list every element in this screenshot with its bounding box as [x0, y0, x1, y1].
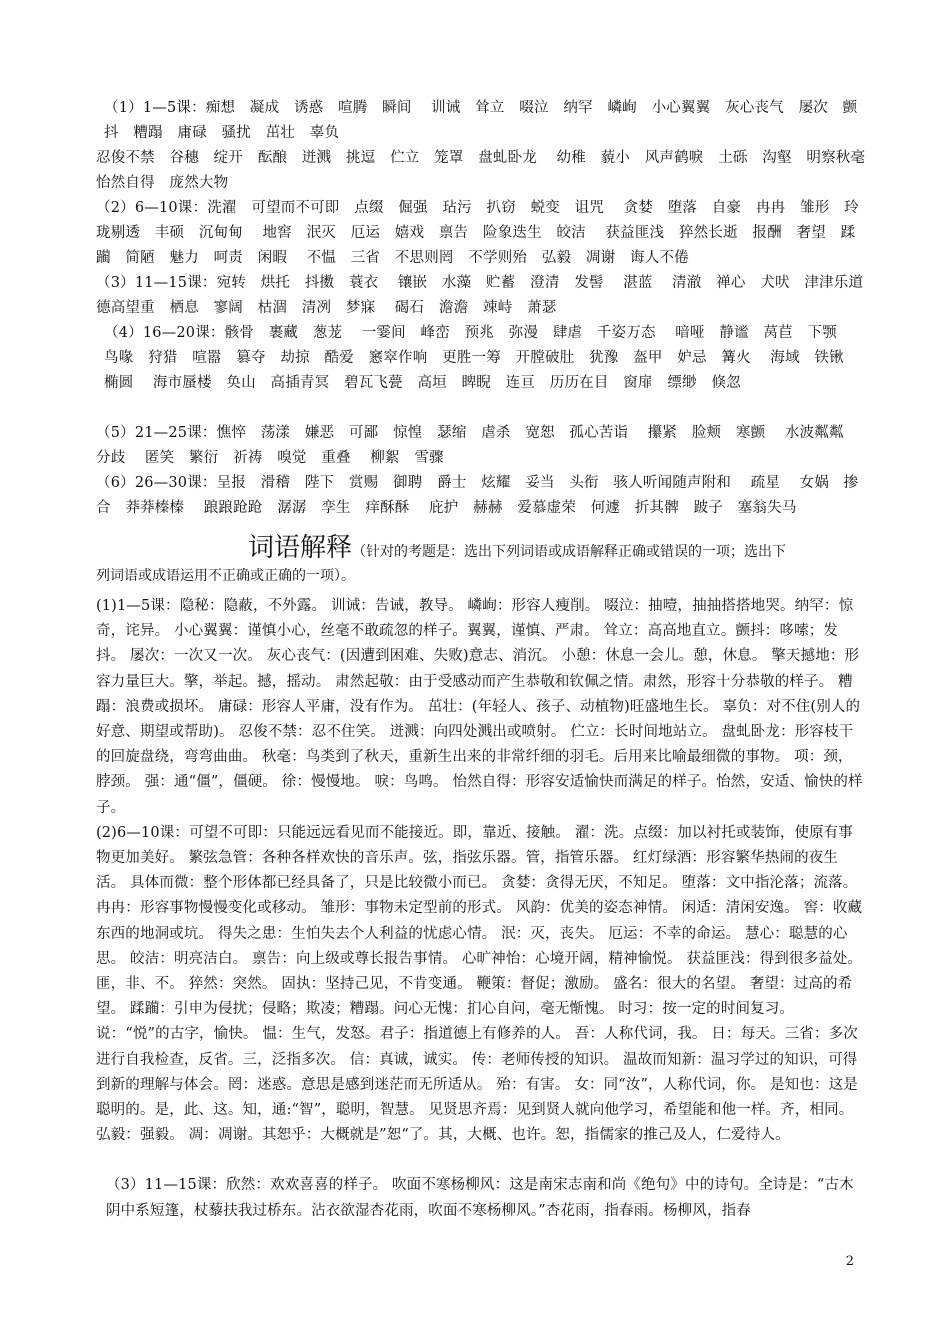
explanations: [96, 594, 866, 1224]
vocab-group-1: （1）1—5课：痴想 凝成 诱惑 喧腾 瞬间 训诫 耸立 啜泣 纳罕 嶙峋 小心翼翼 灰心丧气 屡次 颤抖 糟蹋 庸碌 骚扰 茁壮 辜负: [104, 100, 858, 141]
section-note: （针对的考题是：选出下列词语或成语解释正确或错误的一项；选出下: [352, 544, 787, 560]
explanation-group-1: (1)1—5课：隐秘：隐蔽，不外露。 训诫：告诫，教导。 嶙峋：形容人瘦削。 啜泣：抽噎，抽抽搭搭地哭。纳罕：惊奇，诧异。 小心翼翼：谨慎小心，丝毫不敢疏忽的样子。翼翼，谨慎、严肃。 耸立：高高地直立。颤抖：哆嗦；发抖。 屡次：一次又一次。 灰心丧气：(因遭到困难、失败)意志、消沉。 小憩：休息一会儿。憩，休息。 擎天撼地：形容力量巨大。擎，举起。撼，摇动。 肃然起敬：由于受感动而产生恭敬和钦佩之情。肃然，形容十分恭敬的样子。 糟蹋：浪费或损坏。 庸碌：形容人平庸，没有作为。 茁壮：(年轻人、孩子、动植物)旺盛地生长。 辜负：对不住(别人的好意、期望或帮助)。 忍俊不禁：忍不住笑。 迸溅：向四处溅出或喷射。 伫立：长时间地站立。 盘虬卧龙：形容枝干的回旋盘绕，弯弯曲曲。 秋毫：鸟类到了秋天，重新生出来的非常纤细的羽毛。后用来比喻最细微的事物。 项：颈，脖颈。 强：通“僵”，僵硬。 徐：慢慢地。 唳：鸟鸣。 怡然自得：形容安适愉快而满足的样子。怡然，安适、愉快的样子。: [96, 598, 863, 816]
section-title: 词语解释: [248, 533, 353, 563]
vocab-group-3: （3）11—15课：宛转 烘托 抖擞 蓑衣 镶嵌 水藻 贮蓄 澄清 发髻 湛蓝 清澈 禅心 犬吠 津津乐道 德高望重 栖息 寥阔 枯涸 清冽 梦寐 碣石 澹澹 竦峙 萧瑟: [96, 275, 878, 316]
vocab-group-2: （2）6—10课：洗濯 可望而不可即 点缀 倔强 玷污 扒窃 蜕变 诅咒 贪婪 堕落 自豪 冉冉 雏形 玲珑剔透 丰硕 沉甸甸 地窖 泯灭 厄运 嬉戏 禀告 险象迭生 皎洁 获益匪浅 猝然长逝 报酬 奢望 蹂躏 简陋 魅力 呵责 闲暇 不愠 三省 不思则罔 不学则殆 弘毅 凋谢 诲人不倦: [96, 200, 859, 266]
vocab-group-5: （5）21—25课：憔悴 荡漾 嫌恶 可鄙 惊惶 瑟缩 虐杀 宽恕 孤心苦诣 攥紧 脸颊 寒颤 水波粼粼 分歧 匿笑 繁衍 祈祷 嗅觉 重叠 柳絮 雪骤: [96, 425, 859, 466]
section-note-cont: 列词语或成语运用不正确或正确的一项）。: [96, 568, 355, 584]
explanation-group-2: (2)6—10课：可望不可即：只能远远看见而不能接近。即，靠近、接触。 濯：洗。点缀：加以衬托或装饰，使原有事物更加美好。 繁弦急管：各种各样欢快的音乐声。弦，指弦乐器。管，指管乐器。 红灯绿酒：形容繁华热闹的夜生活。 具体而微：整个形体都已经具备了，只是比较微小而已。 贪婪：贪得无厌，不知足。 堕落：文中指沦落；流落。冉冉：形容事物慢慢变化或移动。 雏形：事物未定型前的形式。 风韵：优美的姿态神情。 闲适：清闲安逸。 窖：收藏东西的地洞或坑。 得失之患：生怕失去个人利益的忧虑心情。 泯：灭，丧失。 厄运：不幸的命运。 慧心：聪慧的心思。 皎洁：明亮洁白。 禀告：向上级或尊长报告事情。 心旷神怡：心境开阔，精神愉悦。 获益匪浅：得到很多益处。匪，非、不。 猝然：突然。 固执：坚持己见，不肯变通。 鞭策：督促；激励。 盛名：很大的名望。 奢望：过高的希望。 蹂躏：引申为侵扰；侵略；欺凌；糟蹋。问心无愧：扪心自问，毫无惭愧。 时习：按一定的时间复习。 说：“悦”的古字，愉快。 愠：生气，发怒。君子：指道德上有修养的人。 吾：人称代词，我。 日：每天。三省：多次进行自我检查，反省。三，泛指多次。 信：真诚，诚实。 传：老师传授的知识。 温故而知新：温习学过的知识，可得到新的理解与体会。罔：迷惑。意思是感到迷茫而无所适从。 殆：有害。 女：同“汝”，人称代词，你。 是知也：这是聪明的。是，此、这。知，通:“智”，聪明，智慧。 见贤思齐焉：见到贤人就向他学习，希望能和他一样。齐，相同。 弘毅：强毅。 凋：凋谢。其恕乎：大概就是”恕“了。其，大概、也许。恕，指儒家的推己及人，仁爱待人。: [96, 824, 863, 1144]
page-number: 2: [845, 1254, 854, 1269]
vocab-group-1-cont: 忍俊不禁 谷穗 绽开 酝酿 迸溅 挑逗 伫立 笼罩 盘虬卧龙 幼稚 藐小 风声鹤唳 土砾 沟壑 明察秋毫 怡然自得 庞然大物: [96, 150, 880, 191]
vocabulary-list: [96, 96, 880, 521]
vocab-group-6: （6）26—30课：呈报 滑稽 陛下 赏赐 御聘 爵士 炫耀 妥当 头衔 骇人听闻随声附和 疏星 女娲 掺合 莽莽榛榛 踉踉跄跄 潺潺 孪生 痒酥酥 庇护 赫赫 爱慕虚荣 何遽 折其髀 跛子 塞翁失马: [96, 475, 859, 516]
explanation-group-3: （3）11—15课：欣然：欢欢喜喜的样子。 吹面不寒杨柳风：这是南宋志南和尚《绝句》中的诗句。全诗是：“古木阴中系短篷，杖藜扶我过桥东。沾衣欲湿杏花雨，吹面不寒杨柳风。”杏花雨，指春雨。杨柳风，指春: [106, 1177, 854, 1219]
section-heading: [96, 533, 866, 588]
vocab-group-4: （4）16—20课：骸骨 裹藏 葱茏 一霎间 峰峦 预兆 弥漫 肆虐 千姿万态 喑哑 静谧 莴苣 下颚 鸟喙 狩猎 喧嚣 篡夺 劫掠 酷爱 窸窣作响 更胜一筹 开膛破肚 犹豫 盔甲 妒忌 篝火 海域 铁锹 椭圆 海市蜃楼 奂山 高插青冥 碧瓦飞甍 高垣 睥睨 连亘 历历在目 窗扉 缥缈 倏忽: [104, 325, 859, 391]
